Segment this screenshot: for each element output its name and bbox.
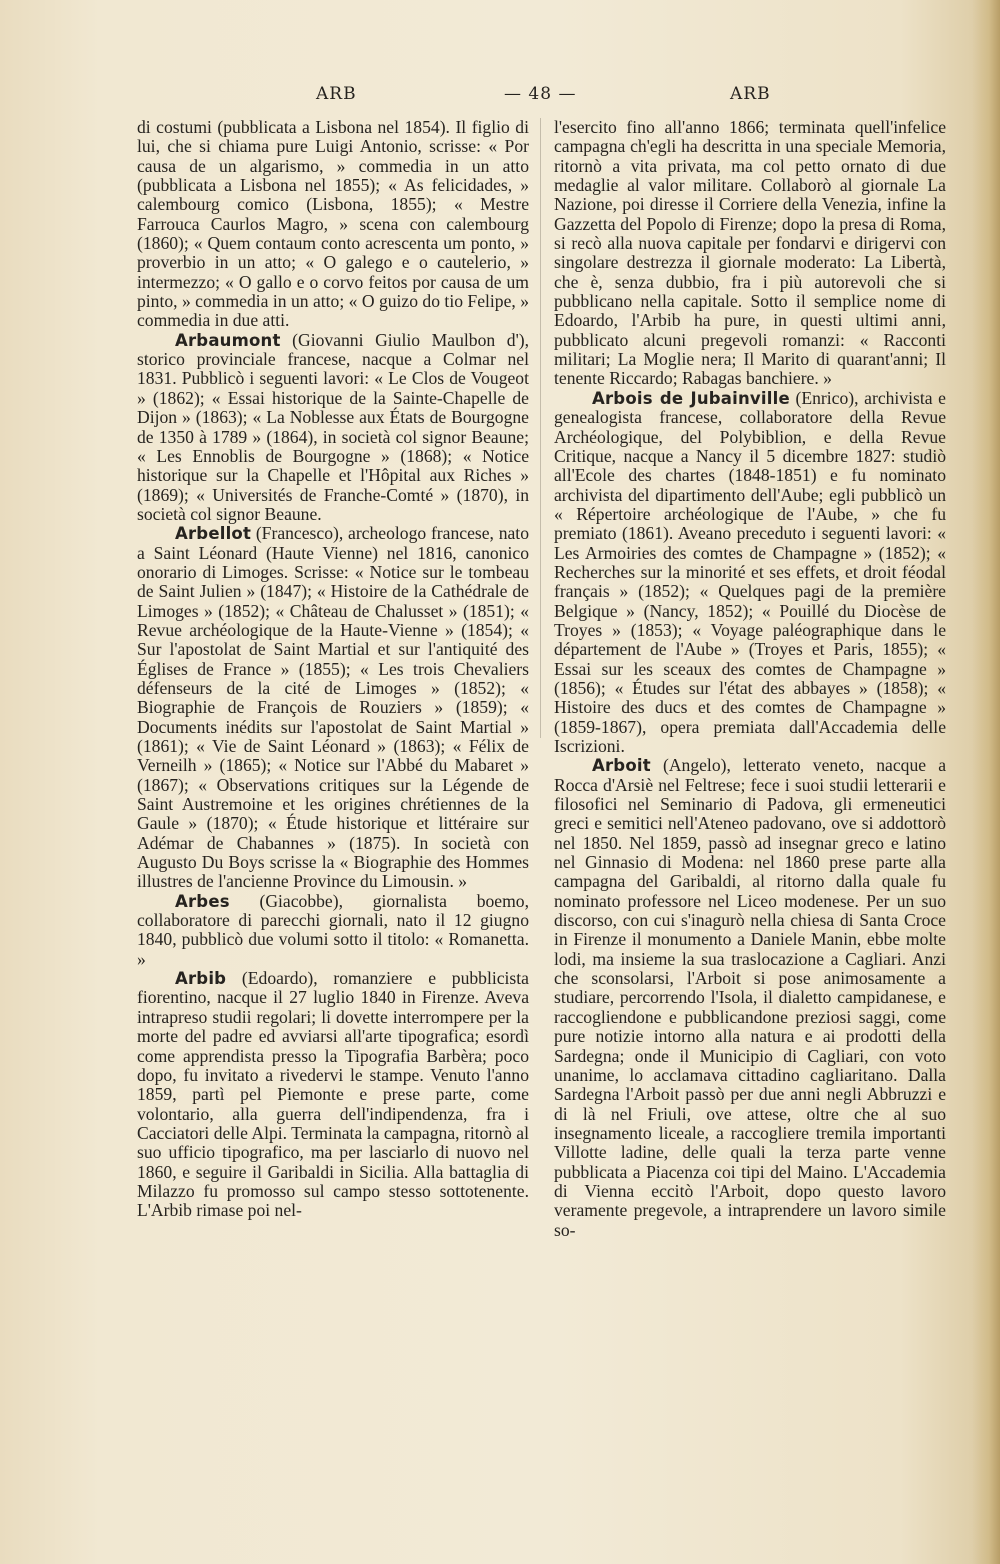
entry-arbois-de-jubainville [554,389,946,757]
headword: Arbib [175,969,227,989]
right-column [554,118,946,1240]
page-edge-shadow [972,0,1000,1564]
running-head [138,84,932,108]
headword: Arbois de Jubainville [592,388,790,408]
entry-arbellot [137,524,529,892]
entry-arbib [137,969,529,1220]
entry-text: (Giovanni Giulio Maulbon d'), storico provinciale francese, nacque a Colmar nel 1831. Pubblicò i seguenti lavori: « Le Clos de Vougeot » (1862); « Essai historique de la Sainte-Chapelle de Dijon » (1863); « La Noblesse aux États de Bourgogne de 1350 à 1789 » (1864), in società col signor Beaune; « Les Ennoblis de Bourgogne » (1868); « Notice historique sur la Chapelle et l'Hôpital aux Riches » (1869); « Universités de Franche-Comté » (1870), in società col signor Beaune. [137,329,529,524]
headword: Arboit [592,756,651,776]
left-column [137,118,529,1221]
entry-text: (Giacobbe), giornalista boemo, collaboratore di parecchi giornali, nato il 12 giugno 1840, pubblicò due volumi sotto il titolo: « Romanetta. » [137,890,529,969]
headword: Arbes [175,891,230,911]
entry-text: (Francesco), archeologo francese, nato a Saint Léonard (Haute Vienne) nel 1816, canonico onorario di Limoges. Scrisse: « Notice sur le tombeau de Saint Julien » (1847); « Histoire de la Cathédrale de Limoges » (1852); « Château de Chalusset » (1851); « Revue archéologique de la Haute-Vienne » (1854); « Sur l'apostolat de Saint Martial et sur l'antiquité des Églises de France » (1855); « Les trois Chevaliers défenseurs de la cité de Limoges » (1852); « Biographie de François de Rouziers » (1859); « Documents inédits sur l'apostolat de Saint Martial » (1861); « Vie de Saint Léonard » (1863); « Félix de Verneilh » (1865); « Notice sur l'Abbé du Mabaret » (1867); « Observations critiques sur la Légende de Saint Austremoine et les origines chrétiennes de la Gaule » (1870); « Étude historique et littéraire sur Adémar de Chabannes » (1875). In società con Augusto Du Boys scrisse la « Biographie des Hommes illustres de l'ancienne Province du Limousin. » [137,523,529,892]
continuation-paragraph: l'esercito fino all'anno 1866; terminata quell'infelice campagna ch'egli ha descritta in una speciale Memoria, ritornò a vita privata, ma col petto ornato di due medaglie al valor militare. Collaborò al giornale La Nazione, poi diresse il Corriere della Venezia, infine la Gazzetta del Popolo di Firenze; dopo la presa di Roma, si recò alla nuova capitale per fondarvi e dirigervi con singolare destrezza il giornale moderato: La Libertà, che è, senza dubbio, fra i più autorevoli che si pubblicano nella capitale. Sotto il semplice nome di Edoardo, l'Arbib ha pure, in questi ultimi anni, pubblicato alcuni pregevoli romanzi: « Racconti militari; La Moglie nera; Il Marito di quarant'anni; Il tenente Riccardo; Rabagas banchiere. » [554,117,946,389]
entry-text: (Angelo), letterato veneto, nacque a Rocca d'Arsiè nel Feltrese; fece i suoi studii letterarii e filosofici nel Seminario di Padova, gli ermeneutici greci e semitici nell'Ateneo padovano, ove si addottorò nel 1850. Nel 1859, passò ad insegnar greco e latino nel Ginnasio di Modena: nel 1860 prese parte alla campagna del Garibaldi, al ritorno dalla quale fu nominato professore nel Liceo modenese. Per un suo discorso, con cui s'inagurò nella chiesa di Santa Croce in Firenze il monumento a Daniele Manin, ebbe molte lodi, ma insieme la sua traslocazione a Cagliari. Anzi che sconsolarsi, l'Arboit si pose animosamente a studiare, percorrendo l'Isola, il dialetto campidanese, e raccogliendone e pubblicandone preziosi saggi, come pure notizie intorno alla natura e ai prodotti della Sardegna; onde il Municipio di Cagliari, con voto unanime, lo acclamava cittadino cagliaritano. Dalla Sardegna l'Arboit passò per due anni negli Abbruzzi e di là nel Friuli, ove attese, oltre che al suo insegnamento liceale, a raccogliere tremila importanti Villotte ladine, delle quali la terza parte venne pubblicata a Piacenza coi tipi del Maino. L'Accademia di Vienna eccitò l'Arboit, dopo questo lavoro veramente pregevole, a intraprendere un lavoro simile so- [554,755,947,1240]
continuation-paragraph: di costumi (pubblicata a Lisbona nel 1854). Il figlio di lui, che si chiama pure Luigi Antonio, scrisse: « Por causa de un algarismo, » commedia in un atto (pubblicata a Lisbona nel 1855); « As felicidades, » calembourg comico (Lisbona, 1855); « Mestre Farrouca Caurlos Magro, » scena con calembourg (1860); « Quem contaum conto acrescenta um ponto, » proverbio in un atto; « O galego e o cautelerio, » intermezzo; « O gallo e o corvo feitos por causa de um pinto, » commedia in un atto; « O guizo do tio Felipe, » commedia in due atti. [137,117,529,331]
header-right: ARB [730,84,771,104]
entry-arbaumont [137,331,529,524]
page-number: — 48 — [504,84,577,104]
entry-text: (Edoardo), romanziere e pubblicista fiorentino, nacque il 27 luglio 1840 in Firenze. Aveva intrapreso studii regolari; li dovette interrompere per la morte del padre ed avviarsi all'arte tipografica; esordì come apprendista presso la Tipografia Barbèra; poco dopo, fu invitato a rivedervi le stampe. Venuto l'anno 1859, partì pel Piemonte e prese parte, come volontario, alla guerra dell'indipendenza, fra i Cacciatori delle Alpi. Terminata la campagna, ritornò al suo ufficio tipografico, ma per lasciarlo di nuovo nel 1860, e seguire il Garibaldi in Sicilia. Alla battaglia di Milazzo fu promosso sul campo stesso sottotenente. L'Arbib rimase poi nel- [137,968,529,1221]
entry-arbes [137,892,529,969]
entry-arboit [554,756,946,1240]
headword: Arbaumont [175,330,281,350]
column-divider [540,118,541,738]
headword: Arbellot [175,524,252,544]
header-left: ARB [316,84,357,104]
entry-text: (Enrico), archivista e genealogista francese, collaboratore della Revue Archéologique, del Polybiblion, e della Revue Critique, nacque a Nancy il 5 dicembre 1827: studiò all'Ecole des chartes (1848-1851) e fu nominato archivista del dipartimento dell'Aube; egli pubblicò un « Répertoire archéologique de l'Aube, » che fu premiato (1861). Aveano preceduto i seguenti lavori: « Les Armoiries des comtes de Champagne » (1852); « Recherches sur la minorité et ses effets, et droit féodal français » (1852); « Quelques pagi de la première Belgique » (Nancy, 1852); « Pouillé du Diocèse de Troyes » (1853); « Voyage paléographique dans le département de l'Aube » (Troyes et Paris, 1855); « Essai sur les sceaux des comtes de Champagne » (1856); « Études sur l'état des abbayes » (1858); « Histoire des ducs et des comtes de Champagne » (1859-1867), opera premiata dall'Accademia delle Iscrizioni. [554,387,946,756]
